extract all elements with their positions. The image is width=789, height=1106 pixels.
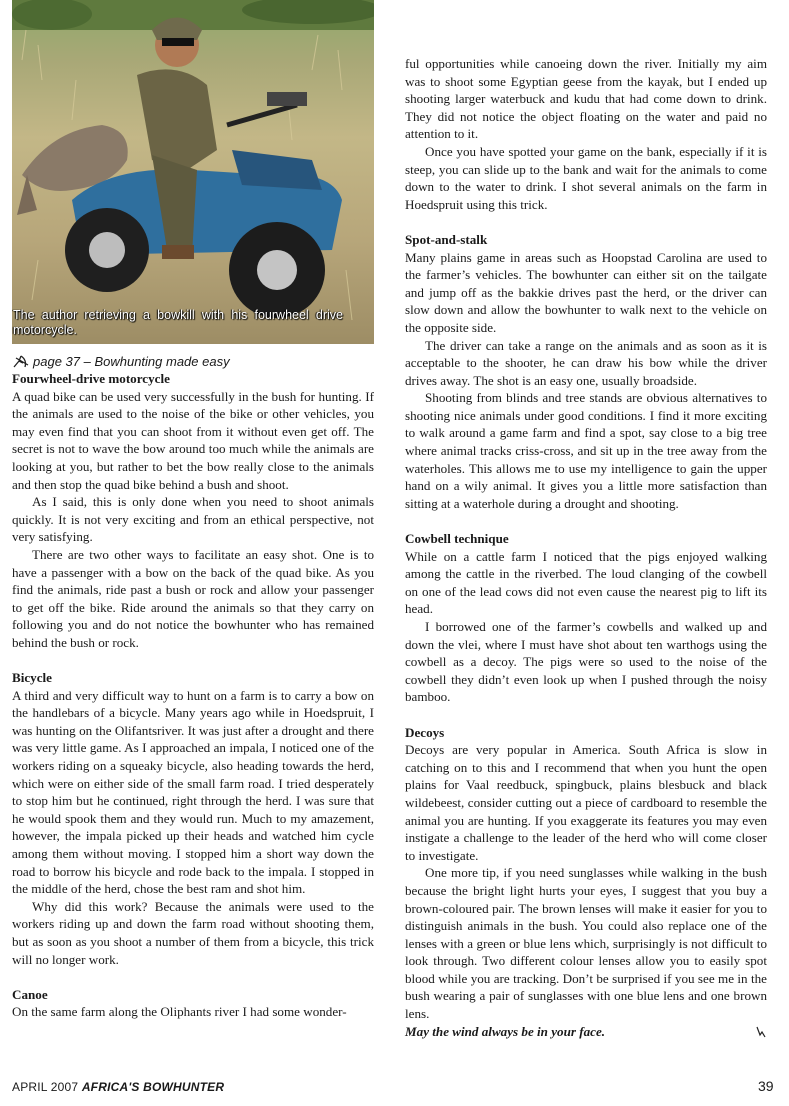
quad-bike-photo xyxy=(12,0,374,344)
section-heading: Cowbell technique xyxy=(405,531,509,547)
paragraph: There are two other ways to facilitate an easy shot. One is to have a passenger with a bow on the back of the quad bike. As you find the animals, ride past a bush or rock and allow your passenger to get off the bike. Ride around the animals so that they carry on following you and do not notice the bowhunter who has remained behind the bush or rock. xyxy=(12,546,374,650)
footer-issue-line xyxy=(12,1080,224,1094)
paragraph: A quad bike can be used very successfully in the bush for hunting. If the animals are used to the noise of the bike or other vehicles, you may even find that you can shoot from it without even get off. The secret is not to wave the bow around too much while the animals are looking at you, but rather to bet the bow really close to the animals and then stop the quad bike behind a bush and shoot. xyxy=(12,388,374,492)
closing-text: May the wind always be in your face. xyxy=(405,1023,606,1039)
page-reference xyxy=(12,353,374,370)
paragraph: ful opportunities while canoeing down the river. Initially my aim was to shoot some Egyptian geese from the kayak, but I ended up shooting larger waterbuck and kudu that had come down to drink. They did not notice the object floating on the water and paid no attention to it. xyxy=(405,56,767,142)
paragraph: As I said, this is only done when you need to shoot animals quickly. It is not very exciting and from an ethical perspective, not very satisfying. xyxy=(12,494,374,545)
paragraph: Many plains game in areas such as Hoopstad Carolina are used to the farmer’s vehicles. The bowhunter can either sit on the tailgate and jump off as the bakkie drives past the herd, or the driver can slow down and allow the bowhunter to walk next to the vehicle on the opposite side. xyxy=(405,249,767,335)
paragraph: Once you have spotted your game on the bank, especially if it is steep, you can slide up to the bank and wait for the animals to come down to the water to drink. I shot several animals on the farm in Hoedspruit using this trick. xyxy=(405,143,767,212)
closing-line xyxy=(405,1023,767,1041)
end-of-article-icon xyxy=(755,1025,767,1039)
section-heading: Fourwheel-drive motorcycle xyxy=(12,371,170,386)
paragraph: Decoys are very popular in America. South Africa is slow in catching on to this and I recommend that when you hunt the open plains for Vaal reedbuck, spingbuck, plains blesbuck and black wildebeest, consider cutting out a piece of cardboard to resemble the animal you are hunting. If you exaggerate its features you may even instigate a challenge to the leader of the herd who will come closer to investigate. xyxy=(405,742,767,863)
paragraph: One more tip, if you need sunglasses while walking in the bush because the bright light hurts your eyes, I suggest that you buy a brown-coloured pair. The brown lenses will make it easier for you to distinguish animals in the bush. You could also replace one of the lenses with a green or blue lens which, surprisingly is not difficult to look through. Two different colour lenses allow you to easily spot blood while you are tracking. Don’t be surprised if you see me in the bush wearing a pair of sunglasses with one blue lens and one brown lens. xyxy=(405,865,767,1022)
paragraph: On the same farm along the Oliphants river I had some wonder- xyxy=(12,1004,347,1020)
magazine-name: AFRICA'S BOWHUNTER xyxy=(81,1080,225,1094)
page-reference-text: page 37 – Bowhunting made easy xyxy=(33,353,230,369)
section-heading: Spot-and-stalk xyxy=(405,231,488,247)
paragraph: Why did this work? Because the animals were used to the workers riding up and down the farm road without shooting them, but as soon as you shoot a number of them from a bicycle, this trick will no longer work. xyxy=(12,898,374,967)
paragraph: The driver can take a range on the animals and as soon as it is acceptable to the shooter, he can draw his bow while the driver drives away. The shot is an easy one, usually broadside. xyxy=(405,337,767,388)
photo-caption: The author retrieving a bowkill with his fourwheel drive motorcycle. xyxy=(13,308,343,337)
section-heading: Bicycle xyxy=(12,670,52,686)
archer-icon xyxy=(12,355,30,369)
paragraph: A third and very difficult way to hunt on a farm is to carry a bow on the handlebars of a bicycle. Many years ago while in Hoedspruit, I was hunting on the Olifantsriver. It was just after a drought and there was very little game. As I approached an impala, I noticed one of the workers riding on a squeaky bicycle, also heading towards the herd, which were on either side of the small farm road. I tried desperately to stop him but he continued, right through the herd. I was sure that he would spook them and they would run. Much to my amazement, however, the impala picked up their heads and watched him cycle among them without moving. I stopped him a short way down the road to borrow his bicycle and rode back to the impala. I stopped in the middle of the herd, chose the best ram and shot him. xyxy=(12,687,374,897)
paragraph: Shooting from blinds and tree stands are obvious alternatives to shooting nice animals under good conditions. I find it more exciting to walk around a game farm and find a spot, say close to a big tree where animal tracks criss-cross, and sit up in the tree away from the waterholes. This allows me to use my intelligence to gain the upper hand on a wily animal. It gives you a little more satisfaction than sitting at a waterhole during a drought and shooting. xyxy=(405,390,767,511)
page-number: 39 xyxy=(758,1078,774,1094)
issue-date: APRIL 2007 xyxy=(12,1080,79,1094)
paragraph: While on a cattle farm I noticed that the pigs enjoyed walking among the cattle in the riverbed. The loud clanging of the cowbell on one of the lead cows did not even cause the nearest pig to lift its head. xyxy=(405,548,767,617)
article-photo xyxy=(12,0,374,344)
section-heading: Canoe xyxy=(12,986,48,1002)
paragraph: I borrowed one of the farmer’s cowbells and walked up and down the vlei, where I must have shot about ten warthogs using the cowbell as a decoy. The pigs were so used to the noise of the cowbell they didn’t even look up when I pushed through the noisy bamboo. xyxy=(405,619,767,705)
right-column xyxy=(405,55,767,1040)
left-column xyxy=(12,0,374,1021)
section-heading: Decoys xyxy=(405,724,445,740)
